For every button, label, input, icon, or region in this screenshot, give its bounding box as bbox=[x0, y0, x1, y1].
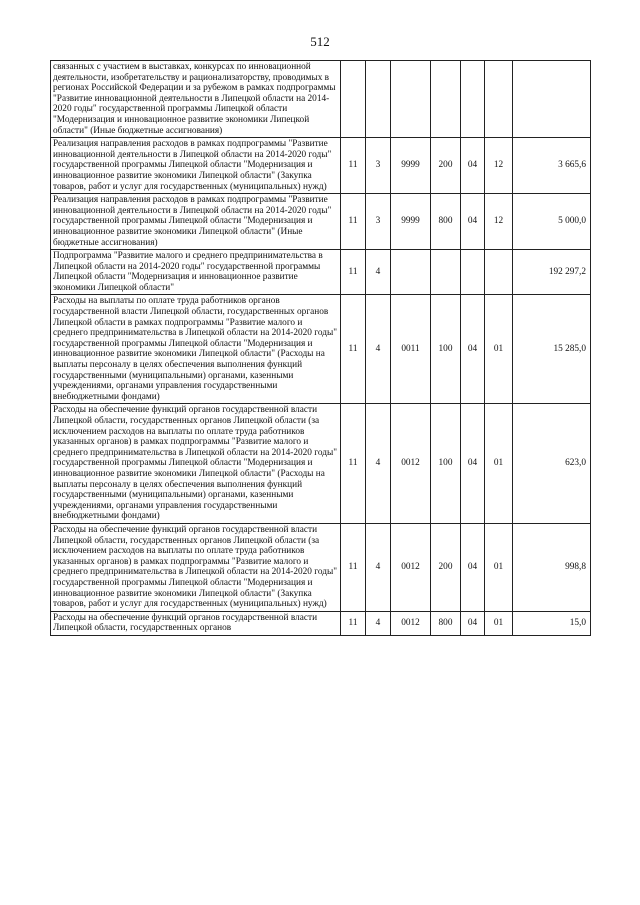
cell-sum: 5 000,0 bbox=[513, 194, 591, 250]
cell-pp: 3 bbox=[366, 138, 391, 194]
table-row bbox=[51, 250, 591, 295]
cell-subsection: 12 bbox=[485, 138, 513, 194]
cell-pp: 4 bbox=[366, 250, 391, 295]
cell-subsection: 01 bbox=[485, 404, 513, 524]
cell-sum: 998,8 bbox=[513, 523, 591, 611]
cell-sum: 15,0 bbox=[513, 611, 591, 635]
cell-gp: 11 bbox=[341, 250, 366, 295]
cell-article: 0011 bbox=[391, 295, 431, 404]
cell-subsection bbox=[485, 250, 513, 295]
cell-article bbox=[391, 61, 431, 138]
cell-subsection: 12 bbox=[485, 194, 513, 250]
cell-pp: 3 bbox=[366, 194, 391, 250]
table-row bbox=[51, 194, 591, 250]
cell-sum: 192 297,2 bbox=[513, 250, 591, 295]
cell-expense-type bbox=[431, 250, 461, 295]
row-description: Реализация направления расходов в рамках подпрограммы "Развитие инновационной деятельности в Липецкой области на 2014-2020 годы" государственной программы Липецкой области "Модернизация и инновационное развитие экономики Липецкой области" (Иные бюджетные ассигнования) bbox=[51, 194, 341, 250]
cell-expense-type: 100 bbox=[431, 295, 461, 404]
table-row bbox=[51, 404, 591, 524]
cell-article: 9999 bbox=[391, 138, 431, 194]
cell-pp: 4 bbox=[366, 295, 391, 404]
cell-section: 04 bbox=[461, 295, 485, 404]
row-description: Реализация направления расходов в рамках подпрограммы "Развитие инновационной деятельности в Липецкой области на 2014-2020 годы" государственной программы Липецкой области "Модернизация и инновационное развитие экономики Липецкой области" (Закупка товаров, работ и услуг для государственных (муниципальных) нужд) bbox=[51, 138, 341, 194]
cell-expense-type: 800 bbox=[431, 194, 461, 250]
cell-article: 0012 bbox=[391, 611, 431, 635]
cell-section: 04 bbox=[461, 611, 485, 635]
cell-sum: 623,0 bbox=[513, 404, 591, 524]
cell-sum: 3 665,6 bbox=[513, 138, 591, 194]
cell-expense-type: 800 bbox=[431, 611, 461, 635]
table-row bbox=[51, 138, 591, 194]
cell-article: 0012 bbox=[391, 404, 431, 524]
cell-gp: 11 bbox=[341, 404, 366, 524]
cell-gp: 11 bbox=[341, 611, 366, 635]
row-description: Подпрограмма "Развитие малого и среднего предпринимательства в Липецкой области на 2014-2020 годы" государственной программы Липецкой области "Модернизация и инновационное развитие экономики Липецкой области" bbox=[51, 250, 341, 295]
cell-subsection bbox=[485, 61, 513, 138]
cell-pp: 4 bbox=[366, 523, 391, 611]
cell-section: 04 bbox=[461, 194, 485, 250]
row-description: Расходы на обеспечение функций органов государственной власти Липецкой области, государственных органов Липецкой области (за исключением расходов на выплаты по оплате труда работников указанных органов) в рамках подпрограммы "Развитие малого и среднего предпринимательства в Липецкой области на 2014-2020 годы" государственной программы Липецкой области "Модернизация и инновационное развитие экономики Липецкой области" (Закупка товаров, работ и услуг для государственных (муниципальных) нужд) bbox=[51, 523, 341, 611]
cell-article bbox=[391, 250, 431, 295]
row-description: связанных с участием в выставках, конкурсах по инновационной деятельности, изобретательству и рационализаторству, проводимых в регионах Российской Федерации и за рубежом в рамках подпрограммы "Развитие инновационной деятельности в Липецкой области на 2014-2020 годы" государственной программы Липецкой области "Модернизация и инновационное развитие экономики Липецкой области" (Иные бюджетные ассигнования) bbox=[51, 61, 341, 138]
cell-article: 0012 bbox=[391, 523, 431, 611]
cell-section: 04 bbox=[461, 523, 485, 611]
cell-sum: 15 285,0 bbox=[513, 295, 591, 404]
page-number: 512 bbox=[310, 34, 330, 49]
budget-table bbox=[50, 60, 591, 636]
row-description: Расходы на обеспечение функций органов государственной власти Липецкой области, государственных органов Липецкой области (за исключением расходов на выплаты по оплате труда работников указанных органов) в рамках подпрограммы "Развитие малого и среднего предпринимательства в Липецкой области на 2014-2020 годы" государственной программы Липецкой области "Модернизация и инновационное развитие экономики Липецкой области" (Расходы на выплаты персоналу в целях обеспечения выполнения функций государственными (муниципальными) органами, казенными учреждениями, органами управления государственными внебюджетными фондами) bbox=[51, 404, 341, 524]
cell-gp: 11 bbox=[341, 295, 366, 404]
cell-gp: 11 bbox=[341, 194, 366, 250]
cell-gp: 11 bbox=[341, 138, 366, 194]
cell-pp bbox=[366, 61, 391, 138]
cell-section bbox=[461, 61, 485, 138]
cell-pp: 4 bbox=[366, 611, 391, 635]
cell-subsection: 01 bbox=[485, 523, 513, 611]
cell-expense-type: 200 bbox=[431, 523, 461, 611]
cell-gp: 11 bbox=[341, 523, 366, 611]
table-row bbox=[51, 295, 591, 404]
cell-pp: 4 bbox=[366, 404, 391, 524]
cell-subsection: 01 bbox=[485, 295, 513, 404]
cell-expense-type bbox=[431, 61, 461, 138]
cell-sum bbox=[513, 61, 591, 138]
cell-gp bbox=[341, 61, 366, 138]
cell-section: 04 bbox=[461, 404, 485, 524]
cell-expense-type: 100 bbox=[431, 404, 461, 524]
cell-section: 04 bbox=[461, 138, 485, 194]
row-description: Расходы на выплаты по оплате труда работников органов государственной власти Липецкой области, государственных органов Липецкой области в рамках подпрограммы "Развитие малого и среднего предпринимательства в Липецкой области на 2014-2020 годы" государственной программы Липецкой области "Модернизация и инновационное развитие экономики Липецкой области" (Расходы на выплаты персоналу в целях обеспечения выполнения функций государственными (муниципальными) органами, казенными учреждениями, органами управления государственными внебюджетными фондами) bbox=[51, 295, 341, 404]
cell-subsection: 01 bbox=[485, 611, 513, 635]
table-row bbox=[51, 61, 591, 138]
row-description: Расходы на обеспечение функций органов государственной власти Липецкой области, государственных органов bbox=[51, 611, 341, 635]
cell-section bbox=[461, 250, 485, 295]
table-row bbox=[51, 523, 591, 611]
table-row bbox=[51, 611, 591, 635]
cell-expense-type: 200 bbox=[431, 138, 461, 194]
cell-article: 9999 bbox=[391, 194, 431, 250]
